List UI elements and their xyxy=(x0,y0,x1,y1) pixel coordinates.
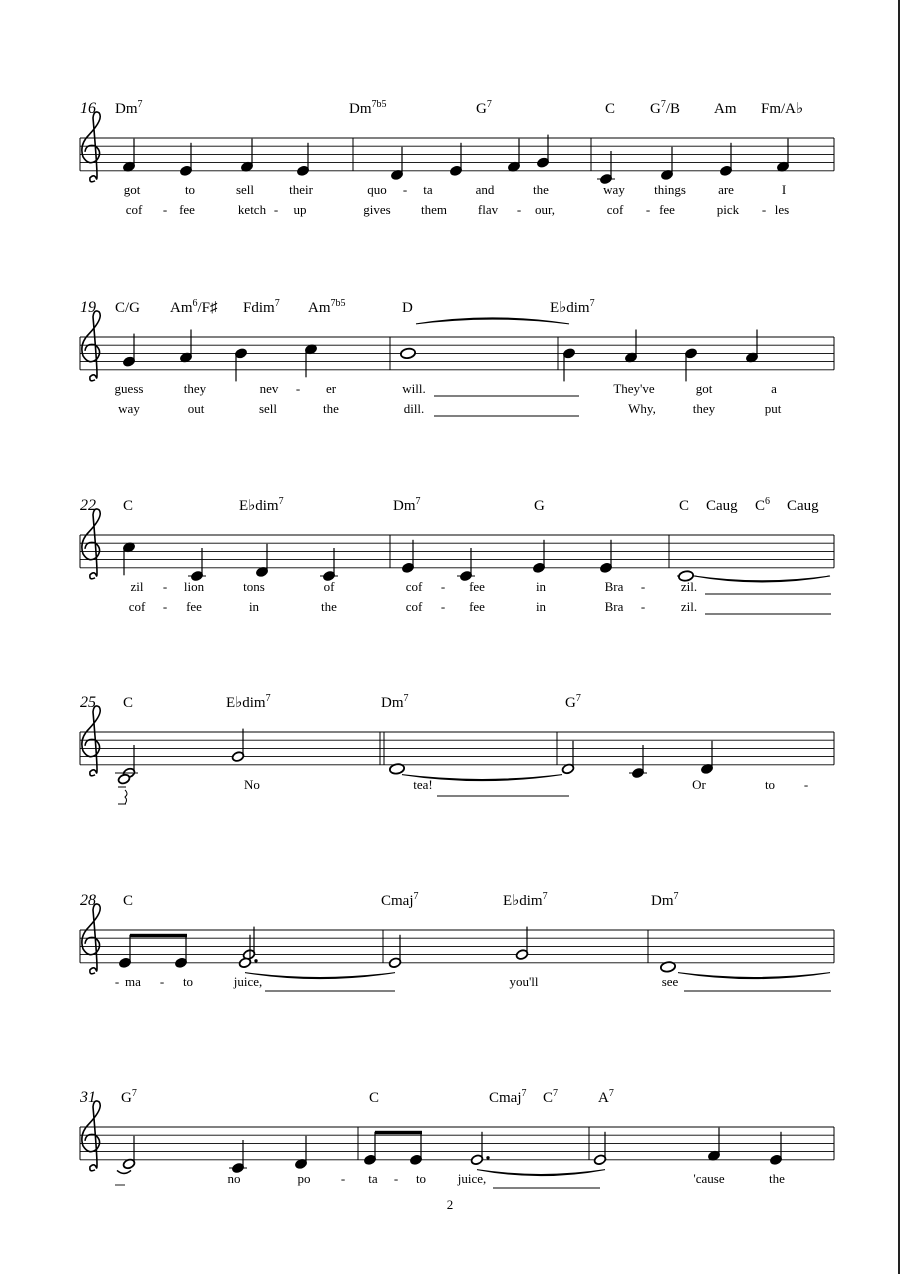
chord-symbol: Cmaj$^7$ xyxy=(381,891,419,909)
lyric-syllable: - xyxy=(803,777,809,792)
chord-symbol: Dm$^7$ xyxy=(115,99,143,117)
tie xyxy=(477,1170,605,1176)
lyric-syllable: - xyxy=(440,579,446,594)
lyric-syllable: are xyxy=(718,182,734,197)
lyric-syllable: - xyxy=(393,1171,399,1186)
chord-symbol: E♭dim$^7$ xyxy=(550,298,595,316)
lyric-syllable: Bra xyxy=(604,579,624,594)
chord-symbol: Am$^6$/F♯ xyxy=(170,298,218,316)
measure-number: 31 xyxy=(80,1089,96,1106)
lyric-syllable: to xyxy=(764,777,776,792)
lyric-syllable: cof xyxy=(405,599,423,614)
lyric-syllable: see xyxy=(661,974,679,989)
treble-clef-icon xyxy=(82,112,100,182)
system-22 xyxy=(80,496,834,614)
chord-symbol: Am xyxy=(714,101,737,117)
lyric-syllable: them xyxy=(421,202,447,217)
lyric-syllable: flav xyxy=(477,202,499,217)
treble-clef-icon xyxy=(82,311,100,381)
lyric-syllable: cof xyxy=(125,202,143,217)
lyric-syllable: - xyxy=(273,202,279,217)
lyric-syllable: ketch xyxy=(237,202,267,217)
lyric-syllable: - xyxy=(761,202,767,217)
lyric-syllable: - xyxy=(159,974,165,989)
lyric-syllable: - xyxy=(162,579,168,594)
chord-symbol: $G^7$ xyxy=(476,99,492,117)
lyric-syllable: no xyxy=(227,1171,241,1186)
lyric-syllable: po xyxy=(297,1171,311,1186)
chord-symbol: Caug xyxy=(787,498,819,514)
lyric-syllable: in xyxy=(535,579,547,594)
system-25 xyxy=(80,693,834,804)
lyric-syllable: of xyxy=(323,579,335,594)
system-16 xyxy=(80,99,834,217)
page-number: 2 xyxy=(446,1197,454,1212)
lyric-syllable: No xyxy=(244,777,260,792)
lyric-syllable: the xyxy=(323,401,339,416)
lyric-syllable: and xyxy=(475,182,495,197)
lyric-syllable: lion xyxy=(183,579,205,594)
measure-number: 16 xyxy=(80,100,96,117)
lyric-syllable: the xyxy=(533,182,549,197)
lyric-syllable: les xyxy=(774,202,790,217)
chord-symbol: E♭dim$^7$ xyxy=(239,496,284,514)
lyric-syllable: - xyxy=(340,1171,346,1186)
chord-symbol: $G^7/B$ xyxy=(650,99,681,117)
lyric-syllable: to xyxy=(415,1171,427,1186)
lyric-syllable: er xyxy=(325,381,337,396)
chord-symbol: Dm$^7$ xyxy=(651,891,679,909)
lyric-syllable: tea! xyxy=(413,777,433,792)
dot xyxy=(254,959,257,962)
lyric-syllable: to xyxy=(184,182,196,197)
lyric-syllable: cof xyxy=(405,579,423,594)
chord-symbol: C xyxy=(123,893,134,909)
lyric-syllable: their xyxy=(289,182,313,197)
lyric-syllable: ma xyxy=(125,974,141,989)
chord-symbol: $Am^{7b5}$ xyxy=(308,298,346,316)
system-19 xyxy=(80,298,834,416)
lyric-syllable: They've xyxy=(613,381,655,396)
chord-symbol: C xyxy=(123,695,134,711)
measure-number: 28 xyxy=(80,892,96,909)
chord-symbol: C/G xyxy=(115,300,141,316)
note-head xyxy=(117,773,130,785)
lyric-syllable: - xyxy=(162,599,168,614)
lyric-syllable: - xyxy=(295,381,301,396)
tie xyxy=(245,973,395,979)
chord-symbol: E♭dim$^7$ xyxy=(503,891,548,909)
lyric-syllable: sell xyxy=(235,182,255,197)
chord-symbol: $Dm^{7b5}$ xyxy=(349,99,387,117)
lyric-syllable: got xyxy=(123,182,141,197)
beam xyxy=(375,1131,422,1135)
chord-symbol: Fm/A♭ xyxy=(761,101,804,117)
lyric-syllable: Bra xyxy=(604,599,624,614)
lyric-syllable: got xyxy=(695,381,713,396)
lyric-syllable: fee xyxy=(179,202,195,217)
lyric-syllable: they xyxy=(183,381,207,396)
lyric-syllable: quo xyxy=(367,182,387,197)
treble-clef-icon xyxy=(82,904,100,974)
lyric-syllable: sell xyxy=(258,401,278,416)
lyric-syllable: zil. xyxy=(680,579,698,594)
system-31 xyxy=(79,1088,834,1188)
chord-symbol: C xyxy=(369,1090,380,1106)
lyric-syllable: tons xyxy=(243,579,265,594)
lyric-syllable: gives xyxy=(363,202,391,217)
lyric-syllable: fee xyxy=(469,579,485,594)
chord-symbol: $A^7$ xyxy=(598,1088,614,1106)
chord-symbol: C xyxy=(679,498,690,514)
lyric-syllable: zil xyxy=(130,579,144,594)
lyric-syllable: I xyxy=(781,182,787,197)
lyric-syllable: Or xyxy=(692,777,706,792)
lyric-syllable: fee xyxy=(186,599,202,614)
beam xyxy=(130,934,187,938)
lyric-syllable: Why, xyxy=(628,401,656,416)
dot xyxy=(486,1156,489,1159)
lyric-syllable: way xyxy=(118,401,140,416)
lyric-syllable: juice, xyxy=(457,1171,487,1186)
lyric-syllable: - xyxy=(440,599,446,614)
tie xyxy=(416,318,569,324)
lyric-syllable: - xyxy=(640,599,646,614)
measure-number: 22 xyxy=(80,497,96,514)
chord-symbol: $G^7$ xyxy=(121,1088,137,1106)
tie xyxy=(678,973,830,979)
system-28 xyxy=(80,891,834,991)
tie xyxy=(694,576,830,582)
treble-clef-icon xyxy=(82,706,100,776)
chord-symbol: $C^6$ xyxy=(755,496,771,514)
lyric-syllable: ta xyxy=(368,1171,378,1186)
chord-symbol: Caug xyxy=(706,498,738,514)
lyric-syllable: you'll xyxy=(509,974,539,989)
lyric-syllable: things xyxy=(654,182,686,197)
chord-symbol: Fdim$^7$ xyxy=(243,298,280,316)
lyric-syllable: the xyxy=(769,1171,785,1186)
measure-number: 25 xyxy=(80,694,96,711)
lyric-syllable: zil. xyxy=(680,599,698,614)
lyric-syllable: - xyxy=(640,579,646,594)
lyric-syllable: ta xyxy=(423,182,433,197)
lyric-syllable: in xyxy=(248,599,260,614)
lyric-syllable: up xyxy=(293,202,307,217)
lyric-syllable: fee xyxy=(659,202,675,217)
lyric-syllable: - xyxy=(114,974,120,989)
chord-symbol: Dm$^7$ xyxy=(393,496,421,514)
lyric-syllable: way xyxy=(603,182,625,197)
lyric-syllable: - xyxy=(645,202,651,217)
bracket-mark xyxy=(118,787,127,804)
lyric-syllable: dill. xyxy=(403,401,425,416)
chord-symbol: Cmaj$^7$ xyxy=(489,1088,527,1106)
lyric-syllable: fee xyxy=(469,599,485,614)
treble-clef-icon xyxy=(82,1101,100,1171)
lyric-syllable: cof xyxy=(606,202,624,217)
lyric-syllable: will. xyxy=(402,381,426,396)
chord-symbol: G xyxy=(534,498,545,514)
chord-symbol: E♭dim$^7$ xyxy=(226,693,271,711)
lyric-syllable: to xyxy=(182,974,194,989)
lyric-syllable: 'cause xyxy=(693,1171,725,1186)
lyric-syllable: out xyxy=(187,401,205,416)
lyric-syllable: they xyxy=(692,401,716,416)
chord-symbol: C xyxy=(123,498,134,514)
lyric-syllable: - xyxy=(516,202,522,217)
lyric-syllable: put xyxy=(764,401,782,416)
chord-symbol: D xyxy=(402,300,413,316)
lyric-syllable: - xyxy=(162,202,168,217)
lyric-syllable: guess xyxy=(114,381,144,396)
lyric-syllable: pick xyxy=(716,202,740,217)
lyric-syllable: - xyxy=(402,182,408,197)
lyric-syllable: juice, xyxy=(233,974,263,989)
note-head xyxy=(400,348,416,360)
treble-clef-icon xyxy=(82,509,100,579)
chord-symbol: C xyxy=(605,101,616,117)
lyric-syllable: a xyxy=(771,381,777,396)
measure-number: 19 xyxy=(80,299,96,316)
lyric-syllable: in xyxy=(535,599,547,614)
chord-symbol: Dm$^7$ xyxy=(381,693,409,711)
lyric-syllable: our, xyxy=(534,202,556,217)
lyric-syllable: nev xyxy=(259,381,279,396)
tie xyxy=(117,1170,131,1173)
lyric-syllable: the xyxy=(321,599,337,614)
chord-symbol: $G^7$ xyxy=(565,693,581,711)
chord-symbol: $C^7$ xyxy=(543,1088,559,1106)
lyric-syllable: cof xyxy=(128,599,146,614)
